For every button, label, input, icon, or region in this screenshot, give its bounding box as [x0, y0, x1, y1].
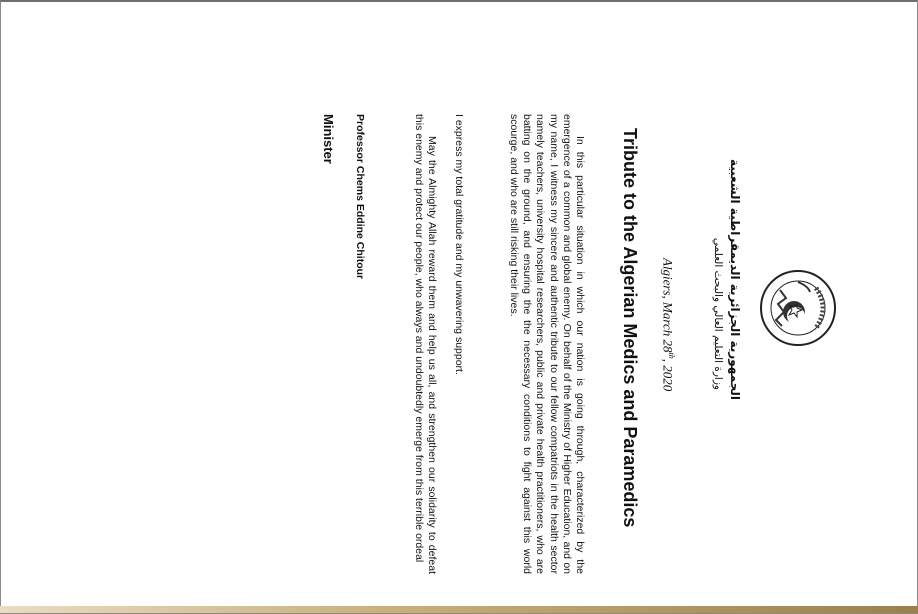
signatory-name: Professor Chems Eddine Chitour	[354, 114, 366, 280]
letterhead-arabic-republic: الجمهورية الجزائرية الديمقراطية الشعبية	[728, 158, 742, 400]
dateline-suffix: th	[667, 352, 676, 359]
window-bottom-edge	[0, 606, 918, 613]
dateline	[660, 258, 676, 391]
algerian-state-seal-icon	[758, 268, 838, 348]
signatory-role: Minister	[321, 114, 336, 164]
dateline-text: Algiers, March 28	[660, 258, 676, 353]
letterhead-arabic-ministry: وزارة التعليم العالي والبحث العلمي	[712, 237, 724, 390]
paragraph-1: In this particular situation in which our nation is going through, characterized by the emergence of a common and global enemy. On behalf of the Ministry of Higher Education, and on my name, I witness my sincere and authentic tribute to our fellow compatriots in the health sector namely teachers, university hospital researchers, public and private health practitioners, who are batting on the ground, and ensuring the the necessary conditions to fight against this world scourge, and who are still risking their lives.	[507, 114, 586, 574]
page-title: Tribute to the Algerian Medics and Paramedics	[620, 128, 640, 528]
paragraph-3: May the Almighty Allah reward them and help us all, and strengthen our solidarity to defeat this enemy and protect our people, who always and undoubtedly emerge from this terrible ordeal	[412, 114, 438, 574]
paragraph-2: I express my total gratitude and my unwavering support.	[453, 114, 465, 375]
dateline-year: , 2020	[660, 358, 676, 392]
